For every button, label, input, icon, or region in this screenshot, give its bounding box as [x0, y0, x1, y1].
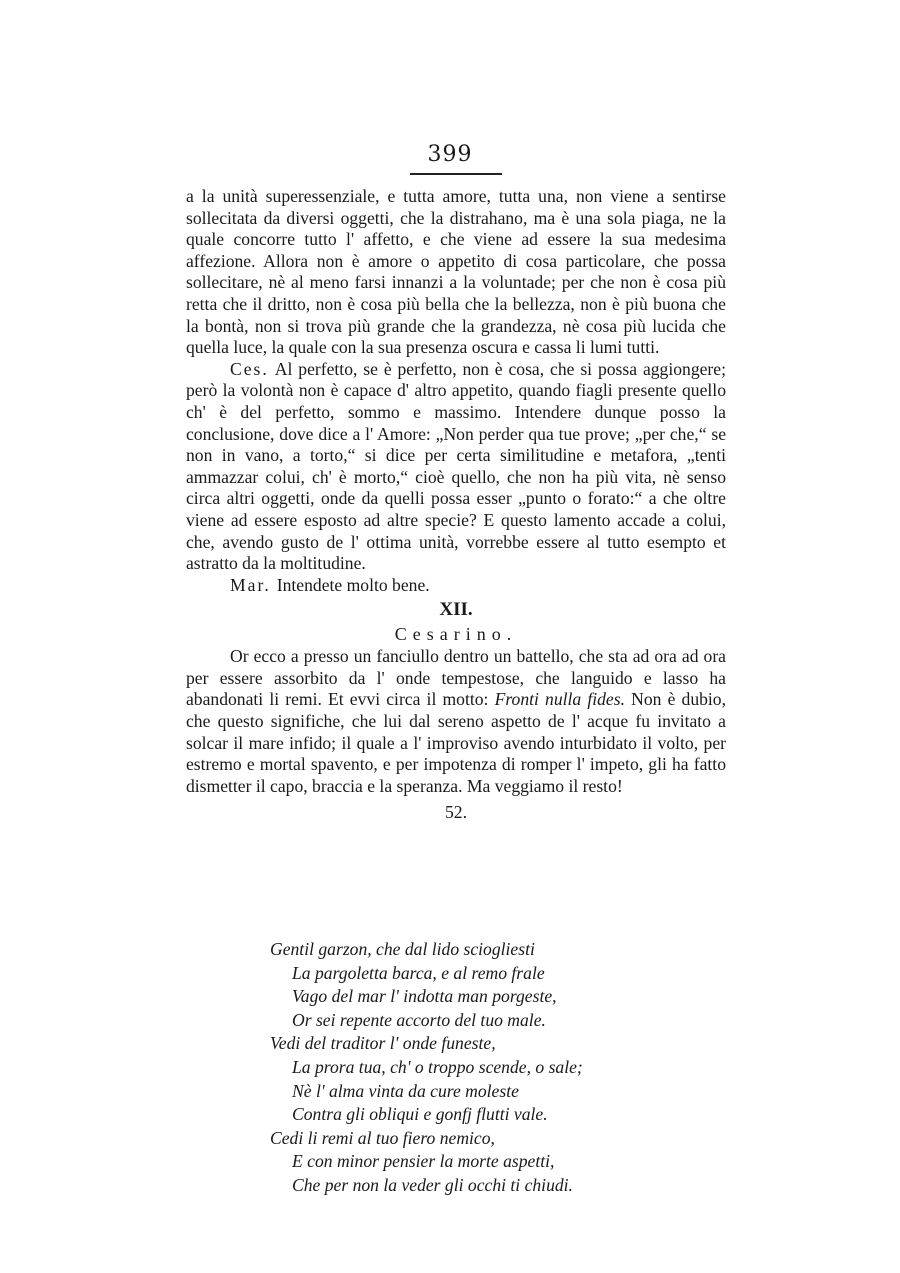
body-text: [186, 186, 726, 823]
mar-text: Intendete molto bene.: [276, 574, 430, 595]
stanza-number: 52.: [445, 802, 467, 823]
poem-line: Vedi del traditor l' onde funeste,: [270, 1033, 496, 1054]
section-numeral: XII.: [439, 599, 473, 621]
poem-line: Gentil garzon, che dal lido sciogliesti: [270, 939, 535, 959]
ces-paragraph: [186, 359, 726, 575]
poem-line: La pargoletta barca, e al remo frale: [292, 962, 545, 983]
ces-text: Al perfetto, se è perfetto, non è cosa, che si possa aggiongere; però la volontà non è capace d' altro appetito, quando fiagli presente quello ch' è del perfetto, sommo e massimo. Intendere dunque posso la conclusione, dove dice a l' Amore: „Non perder qua tue prove; „per che,“ se non in vano, a torto,“ si dice per certa similitudine e metafora, „tenti ammazzar colui, ch' è morto,“ cioè quello, che non ha più vita, nè senso circa altri oggetti, onde da quelli possa esser „punto o forato:“ a che oltre viene ad essere esposto ad altre specie? E questo lamento accade a colui, che, avendo gusto de l' ottima unità, vorrebbe essere al tutto esempto et astratto da la moltitudine.: [186, 358, 726, 574]
poem-line: Or sei repente accorto del tuo male.: [292, 1009, 546, 1030]
page-number: 399: [427, 142, 473, 167]
intro-paragraph: a la unità superessenziale, e tutta amore, tutta una, non viene a sentirse sollecitata da diversi oggetti, che la distrahano, ma è una sola piaga, ne la quale concorre tutto l' affetto, e che viene ad essere la sua medesima affezione. Allora non è amore o appetito di cosa particolare, che possa sollecitare, nè al meno farsi innanzi a la voluntade; per che non è cosa più retta che il dritto, non è cosa più bella che la bellezza, non è più buona che la bontà, non si trova più grande che la grandezza, nè cosa più lucida che quella luce, la quale con la sua presenza oscura e cassa li lumi tutti.: [186, 186, 726, 358]
poem-line: Nè l' alma vinta da cure moleste: [292, 1080, 519, 1101]
poem-stanza: [270, 938, 730, 1198]
desc-before-motto: Or ecco a presso un fanciullo dentro un battello, che sta ad ora ad ora per essere assorbito da l' onde tempestose, che languido e lasso ha abandonati li remi. Et evvi circa il motto:: [186, 646, 726, 710]
speaker-ces: Ces.: [230, 358, 269, 379]
poem-line: Cedi li remi al tuo fiero nemico,: [270, 1127, 495, 1148]
poem-line: E con minor pensier la morte aspetti,: [292, 1151, 555, 1172]
poem-line: Vago del mar l' indotta man porgeste,: [292, 986, 557, 1007]
motto: Fronti nulla fides.: [494, 689, 625, 710]
speaker-mar: Mar.: [230, 574, 271, 595]
poem-line: La prora tua, ch' o troppo scende, o sale;: [292, 1056, 583, 1077]
desc-after-motto: Non è dubio, che questo significhe, che lui dal sereno aspetto de l' acque fu invitato a solcar il mare infido; il quale a l' improviso avendo inturbidato il volto, per estremo e mortal spavento, e per impotenza di romper l' impeto, gli ha fatto dismetter il capo, braccia e la speranza. Ma veggiamo il resto!: [186, 689, 726, 796]
description-paragraph: [186, 646, 726, 797]
poem-line: Contra gli obliqui e gonfj flutti vale.: [292, 1104, 548, 1125]
poem-line: Che per non la veder gli occhi ti chiudi.: [292, 1174, 573, 1195]
mar-paragraph: [186, 575, 726, 597]
section-speaker: Cesarino.: [394, 624, 518, 645]
header-rule: [410, 173, 502, 175]
